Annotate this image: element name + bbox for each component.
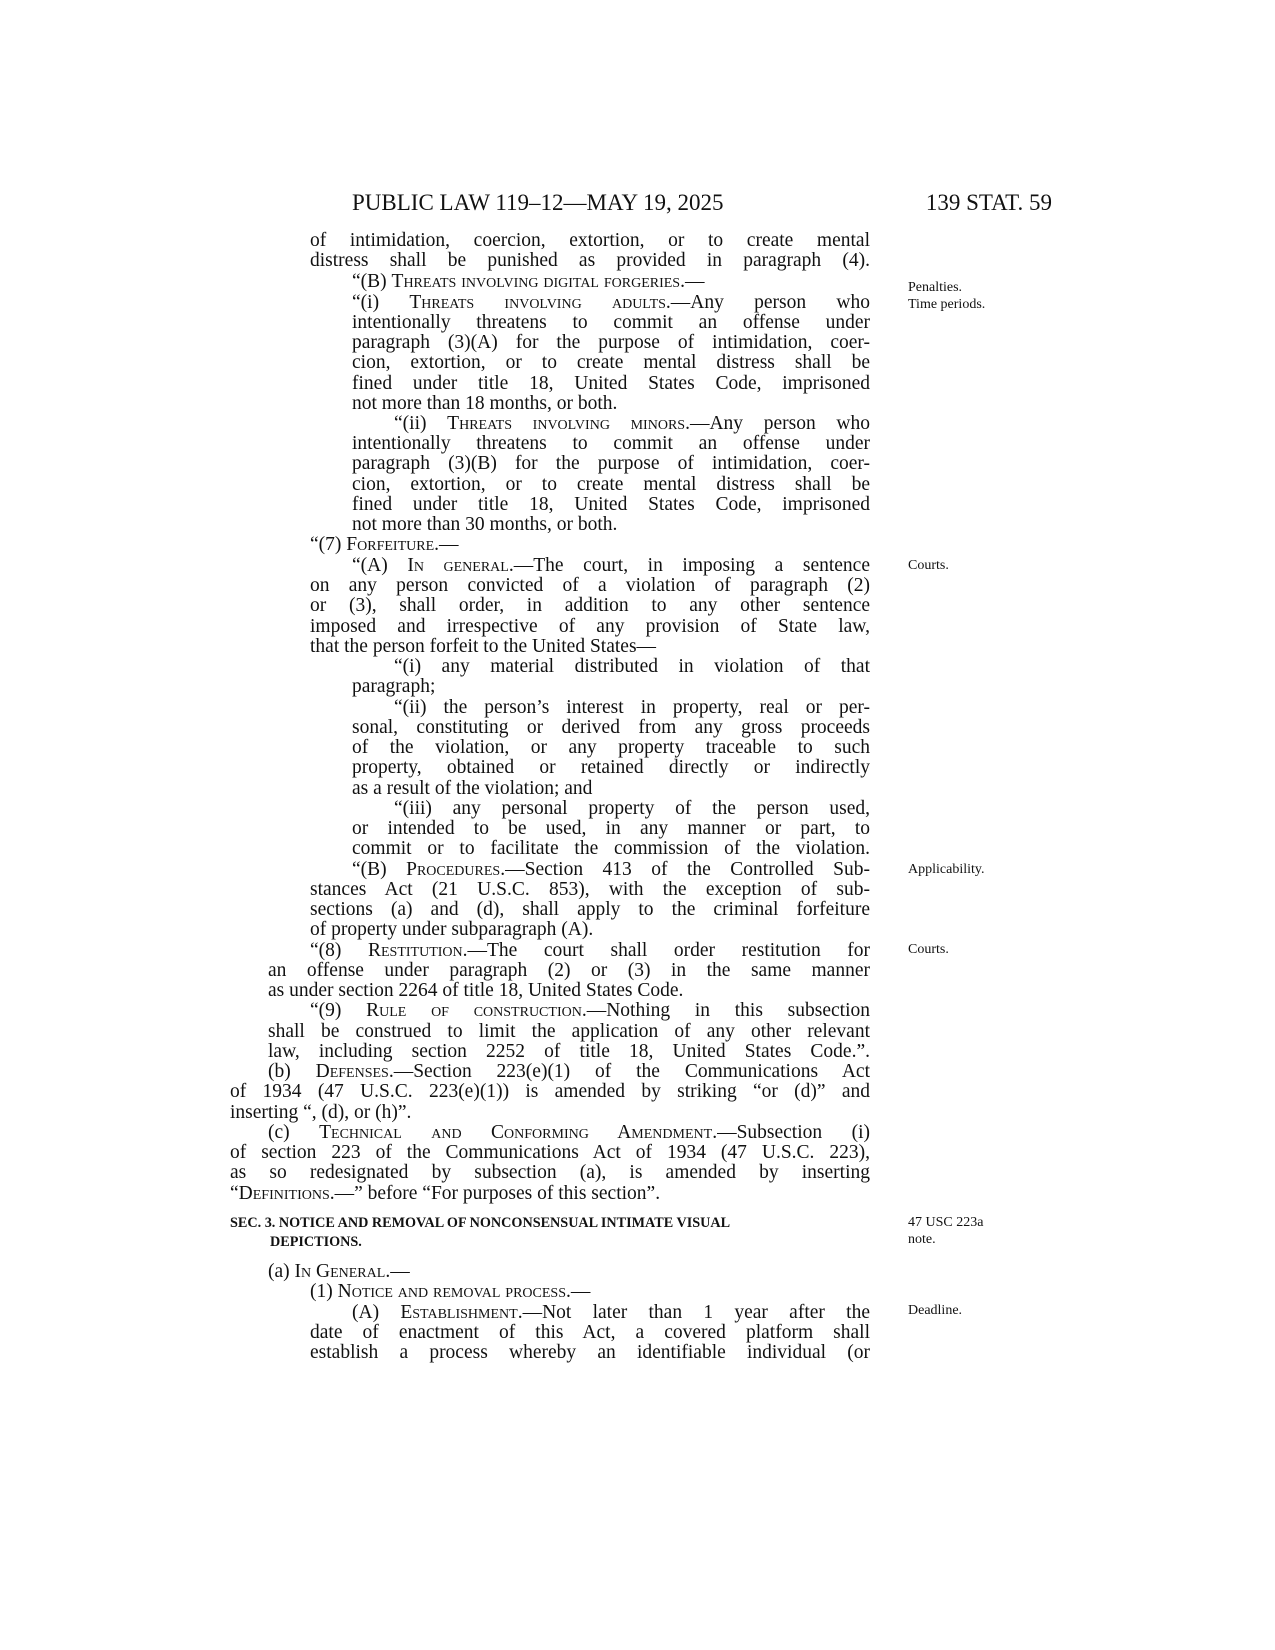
text-run: law, including section 2252 of title 18, United States Code.”. xyxy=(268,1041,870,1062)
text-line xyxy=(310,575,870,596)
heading-term: In General xyxy=(294,1261,386,1282)
text-run: paragraph (3)(A) for the purpose of intimidation, coer- xyxy=(352,332,870,353)
text-line xyxy=(352,312,870,333)
text-run: paragraph; xyxy=(352,676,436,697)
running-head xyxy=(352,188,1052,218)
text-line xyxy=(310,919,593,940)
page-number: 139 STAT. 59 xyxy=(925,190,1052,215)
text-line xyxy=(310,1342,870,1363)
text-line xyxy=(352,859,870,880)
text-line xyxy=(230,1081,870,1102)
text-line xyxy=(352,514,617,535)
text-line xyxy=(310,616,870,637)
text-run: stances Act (21 U.S.C. 853), with the exception of sub- xyxy=(310,879,870,900)
text-line xyxy=(394,656,870,677)
text-run: sonal, constituting or derived from any gross proceeds xyxy=(352,717,870,738)
text-run: of the violation, or any property traceable to such xyxy=(352,737,870,758)
section-heading: DEPICTIONS. xyxy=(270,1234,362,1250)
text-run: .— xyxy=(680,271,705,292)
text-line xyxy=(310,1322,870,1343)
text-run: of property under subparagraph (A). xyxy=(310,919,594,940)
heading-term: Procedures xyxy=(406,859,501,880)
text-run: (b) xyxy=(268,1061,316,1082)
heading-term: Defenses xyxy=(315,1061,389,1082)
text-line xyxy=(268,960,870,981)
text-run: .—The court shall order restitution for xyxy=(462,940,870,961)
text-line xyxy=(352,292,870,313)
heading-term: Forfeiture xyxy=(346,534,435,555)
text-line xyxy=(352,474,870,495)
text-line xyxy=(310,940,870,961)
text-line xyxy=(352,453,870,474)
text-line xyxy=(352,433,870,454)
margin-note: Penalties. xyxy=(908,280,963,295)
text-run: .—Not later than 1 year after the xyxy=(517,1302,870,1323)
text-line xyxy=(268,1041,870,1062)
text-run: not more than 30 months, or both. xyxy=(352,514,618,535)
text-run: of intimidation, coercion, extortion, or to create mental xyxy=(310,230,870,251)
text-run: “(B) xyxy=(352,859,407,880)
text-run: shall be construed to limit the application of any other relevant xyxy=(268,1021,870,1042)
text-line xyxy=(352,332,870,353)
text-run: fined under title 18, United States Code, imprisoned xyxy=(352,494,870,515)
text-run: “(B) xyxy=(352,271,392,292)
text-run: “(iii) any personal property of the person used, xyxy=(394,798,870,819)
text-line xyxy=(310,230,870,251)
text-line xyxy=(352,373,870,394)
text-line xyxy=(394,798,870,819)
running-head-title: PUBLIC LAW 119–12—MAY 19, 2025 xyxy=(352,190,724,215)
text-run: date of enactment of this Act, a covered platform shall xyxy=(310,1322,870,1343)
text-run: .—Any person who xyxy=(665,292,870,313)
text-run: or (3), shall order, in addition to any other sentence xyxy=(310,595,870,616)
text-line xyxy=(352,494,870,515)
text-run: (a) xyxy=(268,1261,295,1282)
text-line xyxy=(268,980,683,1001)
text-run: “(i) any material distributed in violation of that xyxy=(394,656,870,677)
text-run: “(A) xyxy=(352,555,408,576)
heading-term: Restitution xyxy=(367,940,463,961)
text-line xyxy=(352,717,870,738)
text-line xyxy=(394,413,870,434)
text-line xyxy=(268,1021,870,1042)
text-line xyxy=(310,899,870,920)
heading-term: Threats involving digital forgeries xyxy=(391,271,681,292)
text-run: “(ii) xyxy=(394,413,448,434)
text-run: cion, extortion, or to create mental distress shall be xyxy=(352,352,870,373)
text-run: .—Subsection (i) xyxy=(712,1122,871,1143)
margin-note: Courts. xyxy=(908,942,949,957)
text-line xyxy=(310,534,459,555)
text-line xyxy=(352,393,617,414)
text-run: “(ii) the person’s interest in property, real or per- xyxy=(394,697,870,718)
heading-term: Threats involving minors xyxy=(447,413,686,434)
text-line xyxy=(352,818,870,839)
text-line xyxy=(310,879,870,900)
text-run: inserting “, (d), or (h)”. xyxy=(230,1102,412,1123)
text-line xyxy=(352,676,435,697)
text-run: paragraph (3)(B) for the purpose of intimidation, coer- xyxy=(352,453,870,474)
text-run: sections (a) and (d), shall apply to the criminal forfeiture xyxy=(310,899,870,920)
text-run: commit or to facilitate the commission of the violation. xyxy=(352,838,870,859)
text-run: imposed and irrespective of any provision of State law, xyxy=(310,616,870,637)
text-line xyxy=(352,555,870,576)
text-run: .—Section 223(e)(1) of the Communications Act xyxy=(388,1061,870,1082)
text-run: .— xyxy=(385,1261,410,1282)
text-line xyxy=(310,1281,590,1302)
text-line xyxy=(268,1122,870,1143)
text-run: .—The court, in imposing a sentence xyxy=(508,555,870,576)
text-line xyxy=(268,1061,870,1082)
margin-note: Deadline. xyxy=(908,1303,963,1318)
text-run: .—Section 413 of the Controlled Sub- xyxy=(500,859,870,880)
text-line xyxy=(310,595,870,616)
text-run: of 1934 (47 U.S.C. 223(e)(1)) is amended by striking “or (d)” and xyxy=(230,1081,870,1102)
text-run: .— xyxy=(434,534,459,555)
heading-term: In general xyxy=(407,555,509,576)
text-run: cion, extortion, or to create mental distress shall be xyxy=(352,474,870,495)
text-run: .— xyxy=(566,1281,591,1302)
margin-note: Time periods. xyxy=(908,297,986,312)
heading-term: Threats involving adults xyxy=(409,292,666,313)
text-run: that the person forfeit to the United States— xyxy=(310,636,657,657)
text-run: (A) xyxy=(352,1302,401,1323)
text-run: as under section 2264 of title 18, United States Code. xyxy=(268,980,684,1001)
text-run: on any person convicted of a violation of paragraph (2) xyxy=(310,575,870,596)
text-line xyxy=(310,636,656,657)
text-run: of section 223 of the Communications Act of 1934 (47 U.S.C. 223), xyxy=(230,1142,870,1163)
text-run: “(i) xyxy=(352,292,410,313)
margin-note: Applicability. xyxy=(908,862,985,877)
text-line xyxy=(352,271,704,292)
text-run: distress shall be punished as provided in paragraph (4). xyxy=(310,250,870,271)
text-run: establish a process whereby an identifiable individual (or xyxy=(310,1342,870,1363)
text-run: “(7) xyxy=(310,534,347,555)
text-run: as so redesignated by subsection (a), is amended by inserting xyxy=(230,1162,870,1183)
text-run: “(8) xyxy=(310,940,368,961)
margin-note: 47 USC 223a xyxy=(908,1215,984,1230)
text-run: property, obtained or retained directly or indirectly xyxy=(352,757,870,778)
text-line xyxy=(352,757,870,778)
text-run: as a result of the violation; and xyxy=(352,778,593,799)
heading-term: Establishment xyxy=(400,1302,518,1323)
text-line xyxy=(394,697,870,718)
text-run: intentionally threatens to commit an offense under xyxy=(352,312,870,333)
text-run: “ xyxy=(230,1183,239,1204)
heading-term: Notice and removal process xyxy=(337,1281,566,1302)
text-line xyxy=(230,1102,411,1123)
text-line xyxy=(230,1142,870,1163)
text-line xyxy=(268,1261,410,1282)
text-line xyxy=(352,352,870,373)
text-run: .—” before “For purposes of this section”. xyxy=(329,1183,661,1204)
text-run: or intended to be used, in any manner or part, to xyxy=(352,818,870,839)
text-line xyxy=(352,1302,870,1323)
margin-note: note. xyxy=(908,1232,936,1247)
margin-note: Courts. xyxy=(908,558,949,573)
text-run: an offense under paragraph (2) or (3) in the same manner xyxy=(268,960,870,981)
section-heading: SEC. 3. NOTICE AND REMOVAL OF NONCONSENSUAL INTIMATE VISUAL xyxy=(230,1215,731,1231)
text-line xyxy=(352,737,870,758)
heading-term: Rule of construction xyxy=(366,1000,582,1021)
text-run: (1) xyxy=(310,1281,338,1302)
heading-term: Definitions xyxy=(238,1183,330,1204)
text-run: not more than 18 months, or both. xyxy=(352,393,618,414)
text-run: (c) xyxy=(268,1122,320,1143)
text-run: .—Nothing in this subsection xyxy=(581,1000,870,1021)
text-line xyxy=(310,250,870,271)
text-run: fined under title 18, United States Code, imprisoned xyxy=(352,373,870,394)
text-run: .—Any person who xyxy=(685,413,870,434)
text-line xyxy=(352,838,870,859)
text-line xyxy=(310,1000,870,1021)
text-line xyxy=(230,1183,660,1204)
text-run: intentionally threatens to commit an offense under xyxy=(352,433,870,454)
text-line xyxy=(230,1162,870,1183)
text-line xyxy=(352,778,592,799)
text-run: “(9) xyxy=(310,1000,367,1021)
heading-term: Technical and Conforming Amendment xyxy=(319,1122,713,1143)
